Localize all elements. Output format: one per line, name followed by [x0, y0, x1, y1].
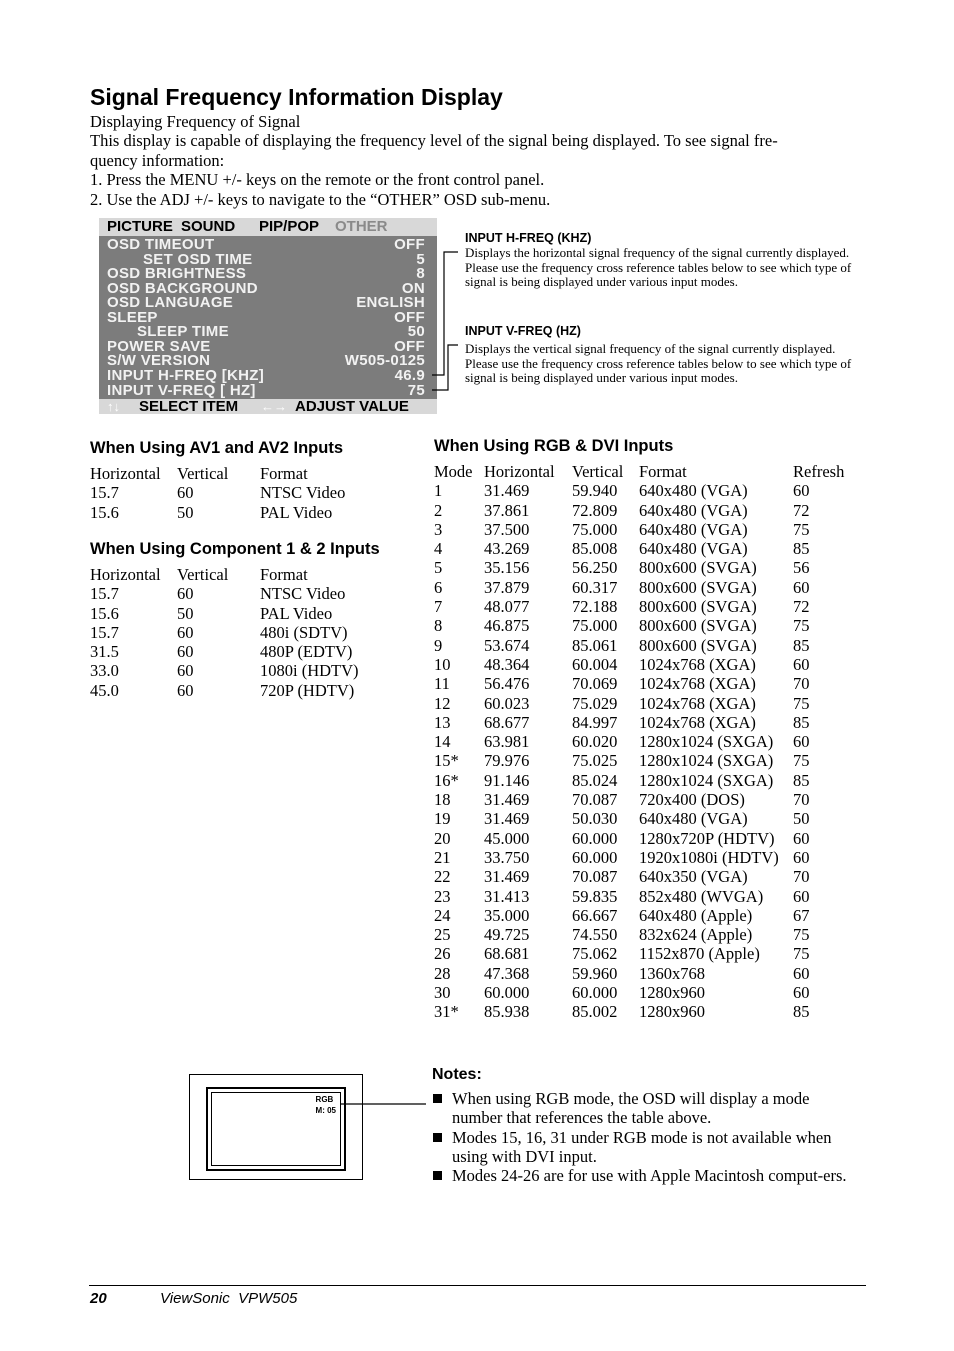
- table-row: [434, 887, 864, 906]
- intro: [90, 112, 850, 209]
- osd-row: [99, 266, 437, 281]
- tv-diagram: [189, 1074, 363, 1180]
- osd-row-label: SLEEP TIME: [137, 323, 229, 341]
- table-row: [434, 829, 864, 848]
- table-header-cell: Horizontal: [90, 565, 161, 584]
- table-header-row: [90, 565, 410, 584]
- tv-osd-line-2: M: 05: [315, 1106, 336, 1115]
- osd-menu-image: [99, 218, 437, 414]
- osd-row: [99, 295, 437, 310]
- table-cell: 12: [434, 693, 451, 713]
- notes-connector: [340, 1090, 432, 1110]
- table-cell: NTSC Video: [260, 483, 346, 503]
- page-title: Signal Frequency Information Display: [90, 84, 503, 110]
- osd-row-label: INPUT V-FREQ [ HZ]: [107, 381, 256, 399]
- table-cell: 640x480 (VGA): [639, 539, 748, 559]
- osd-footer-bar: [99, 399, 437, 414]
- table-header-cell: Vertical: [177, 464, 229, 483]
- table-cell: 75: [793, 693, 810, 713]
- table-cell: 852x480 (WVGA): [639, 886, 764, 906]
- table-row: [90, 681, 410, 700]
- table-cell: 31.413: [484, 886, 530, 906]
- vfreq-connector-line: [432, 345, 458, 390]
- rgb-heading: When Using RGB & DVI Inputs: [434, 437, 674, 455]
- osd-adjust-value: ADJUST VALUE: [295, 398, 409, 415]
- av-table: [90, 464, 410, 522]
- table-cell: 31.469: [484, 867, 530, 887]
- table-header-row: [434, 462, 864, 481]
- table-cell: 63.981: [484, 732, 530, 752]
- table-cell: NTSC Video: [260, 584, 346, 604]
- table-cell: 60: [177, 584, 194, 604]
- table-cell: 8: [434, 616, 443, 636]
- osd-tab-picture: PICTURE: [107, 218, 173, 235]
- table-cell: 3: [434, 519, 443, 539]
- table-cell: 60: [793, 481, 810, 501]
- table-cell: 1280x1024 (SXGA): [639, 751, 774, 771]
- table-cell: 85.061: [572, 635, 618, 655]
- table-cell: 60.020: [572, 732, 618, 752]
- table-cell: 31*: [434, 1002, 459, 1022]
- table-cell: 59.960: [572, 963, 618, 983]
- hfreq-connector-line: [432, 252, 458, 375]
- table-row: [434, 539, 864, 558]
- table-cell: 31.469: [484, 809, 530, 829]
- table-cell: 800x600 (SVGA): [639, 597, 757, 617]
- table-cell: 26: [434, 944, 451, 964]
- table-cell: 25: [434, 925, 451, 945]
- table-cell: 48.364: [484, 654, 530, 674]
- table-cell: 14: [434, 732, 451, 752]
- table-cell: 5: [434, 558, 443, 578]
- table-cell: 1024x768 (XGA): [639, 674, 756, 694]
- table-cell: 6: [434, 577, 443, 597]
- table-cell: 31.469: [484, 481, 530, 501]
- table-cell: 60.004: [572, 654, 618, 674]
- table-row: [434, 809, 864, 828]
- table-cell: 59.940: [572, 481, 618, 501]
- table-cell: 60.000: [572, 847, 618, 867]
- table-row: [434, 751, 864, 770]
- hfreq-callout-title: INPUT H-FREQ (KHZ): [465, 231, 592, 245]
- table-header-cell: Horizontal: [90, 464, 161, 483]
- table-cell: 60.000: [484, 983, 530, 1003]
- osd-row-value: ON: [401, 279, 425, 297]
- table-cell: 72: [793, 500, 810, 520]
- table-row: [434, 906, 864, 925]
- table-cell: 800x600 (SVGA): [639, 616, 757, 636]
- table-cell: 60: [177, 483, 194, 503]
- note-item: [432, 1128, 862, 1167]
- table-cell: 720P (HDTV): [260, 680, 355, 700]
- osd-row-value: 8: [416, 265, 425, 283]
- table-cell: 33.0: [90, 661, 119, 681]
- table-row: [434, 713, 864, 732]
- table-row: [90, 661, 410, 680]
- note-text: Modes 15, 16, 31 under RGB mode is not available when using with DVI input.: [452, 1127, 832, 1166]
- table-cell: 60: [793, 828, 810, 848]
- table-cell: 15.7: [90, 584, 119, 604]
- table-cell: 72.809: [572, 500, 618, 520]
- table-cell: 91.146: [484, 770, 530, 790]
- note-item: [432, 1166, 862, 1185]
- table-cell: 15.6: [90, 502, 119, 522]
- table-cell: 85: [793, 635, 810, 655]
- footer-brand: ViewSonic VPW505: [160, 1290, 298, 1307]
- table-row: [434, 501, 864, 520]
- hfreq-callout-text: Displays the horizontal signal frequency of the signal currently displayed. Please use the frequency cross reference tables below to see which type of signal is being displayed under various input modes.: [465, 245, 852, 290]
- table-cell: 15.6: [90, 603, 119, 623]
- table-cell: 10: [434, 654, 451, 674]
- table-cell: 75: [793, 751, 810, 771]
- table-cell: 60: [177, 680, 194, 700]
- table-cell: 1024x768 (XGA): [639, 712, 756, 732]
- table-cell: 75.000: [572, 519, 618, 539]
- table-cell: 11: [434, 674, 450, 694]
- table-cell: 60: [793, 732, 810, 752]
- osd-select-item: SELECT ITEM: [139, 398, 239, 415]
- table-header-cell: Vertical: [572, 462, 624, 481]
- table-cell: 33.750: [484, 847, 530, 867]
- osd-row-value: OFF: [394, 236, 425, 253]
- osd-row-label: SET OSD TIME: [143, 250, 253, 268]
- table-cell: 75: [793, 519, 810, 539]
- table-cell: 68.677: [484, 712, 530, 732]
- table-cell: 1920x1080i (HDTV): [639, 847, 779, 867]
- note-item: [432, 1089, 862, 1128]
- table-cell: 640x480 (VGA): [639, 500, 748, 520]
- table-row: [90, 483, 410, 502]
- table-cell: 74.550: [572, 925, 618, 945]
- table-cell: 35.156: [484, 558, 530, 578]
- table-cell: 832x624 (Apple): [639, 925, 753, 945]
- bullet-square-icon: [433, 1171, 442, 1180]
- table-cell: 640x480 (VGA): [639, 519, 748, 539]
- table-row: [434, 578, 864, 597]
- table-cell: 75: [793, 616, 810, 636]
- osd-row-value: 46.9: [394, 366, 425, 384]
- table-row: [434, 520, 864, 539]
- vfreq-callout-text: Displays the vertical signal frequency of the signal currently displayed. Please use the frequency cross reference tables below to see which type of signal is being displayed under various input modes.: [465, 341, 852, 386]
- table-cell: 75.062: [572, 944, 618, 964]
- osd-row-value: OFF: [394, 308, 425, 326]
- table-cell: 45.000: [484, 828, 530, 848]
- table-row: [434, 616, 864, 635]
- intro-line: Displaying Frequency of Signal: [90, 112, 301, 131]
- osd-row-label: INPUT H-FREQ [KHZ]: [107, 366, 265, 384]
- table-cell: 75: [793, 925, 810, 945]
- bullet-square-icon: [433, 1133, 442, 1142]
- table-cell: 1280x1024 (SXGA): [639, 770, 774, 790]
- table-cell: 1360x768: [639, 963, 705, 983]
- table-cell: 15.7: [90, 483, 119, 503]
- table-cell: 85.938: [484, 1002, 530, 1022]
- table-cell: 47.368: [484, 963, 530, 983]
- osd-row: [99, 237, 437, 252]
- up-down-arrows-icon: ↑↓: [107, 399, 120, 414]
- table-row: [434, 1002, 864, 1021]
- osd-row-label: OSD TIMEOUT: [107, 236, 215, 253]
- table-cell: 640x480 (Apple): [639, 905, 753, 925]
- component-table: [90, 565, 410, 700]
- table-row: [434, 558, 864, 577]
- table-header-cell: Format: [260, 464, 308, 483]
- tv-screen: [206, 1087, 346, 1171]
- table-row: [434, 964, 864, 983]
- table-cell: 60.023: [484, 693, 530, 713]
- table-cell: 9: [434, 635, 443, 655]
- table-row: [434, 481, 864, 500]
- table-row: [434, 655, 864, 674]
- table-row: [434, 983, 864, 1002]
- table-cell: 85.002: [572, 1002, 618, 1022]
- table-cell: 1: [434, 481, 443, 501]
- osd-row-value: 5: [416, 250, 425, 268]
- vfreq-callout-title: INPUT V-FREQ (HZ): [465, 324, 581, 338]
- table-row: [434, 732, 864, 751]
- intro-step-1: 1. Press the MENU +/- keys on the remote or the front control panel.: [90, 170, 545, 190]
- table-cell: 21: [434, 847, 451, 867]
- table-cell: 1024x768 (XGA): [639, 693, 756, 713]
- table-cell: 60.317: [572, 577, 618, 597]
- table-row: [434, 694, 864, 713]
- table-cell: 60: [793, 963, 810, 983]
- table-cell: 20: [434, 828, 451, 848]
- table-cell: 640x480 (VGA): [639, 481, 748, 501]
- osd-tab-pip-pop: PIP/POP: [259, 218, 320, 235]
- table-cell: 70: [793, 867, 810, 887]
- table-cell: 480P (EDTV): [260, 642, 353, 662]
- osd-row-label: S/W VERSION: [107, 352, 211, 370]
- table-cell: 75.029: [572, 693, 618, 713]
- left-right-arrows-icon: ←→: [261, 399, 287, 414]
- rgb-table: [434, 462, 864, 1022]
- table-row: [434, 848, 864, 867]
- table-cell: 60: [793, 886, 810, 906]
- table-cell: 85: [793, 539, 810, 559]
- table-cell: 1280x1024 (SXGA): [639, 732, 774, 752]
- table-cell: 15.7: [90, 622, 119, 642]
- table-cell: 720x400 (DOS): [639, 790, 745, 810]
- table-cell: 85: [793, 712, 810, 732]
- tv-osd-line-1: RGB: [315, 1095, 334, 1104]
- table-cell: 23: [434, 886, 451, 906]
- osd-row-value: OFF: [394, 337, 425, 355]
- table-cell: 1080i (HDTV): [260, 661, 359, 681]
- table-header-cell: Horizontal: [484, 462, 555, 481]
- table-cell: 75.025: [572, 751, 618, 771]
- table-cell: 50: [793, 809, 810, 829]
- bullet-square-icon: [433, 1094, 442, 1103]
- table-cell: 37.879: [484, 577, 530, 597]
- table-cell: 85.008: [572, 539, 618, 559]
- table-header-cell: Vertical: [177, 565, 229, 584]
- table-cell: 60.000: [572, 828, 618, 848]
- table-row: [434, 597, 864, 616]
- osd-row-label: OSD BACKGROUND: [107, 279, 258, 297]
- callout-connectors: [430, 228, 470, 403]
- table-cell: PAL Video: [260, 502, 333, 522]
- table-header-cell: Refresh: [793, 462, 845, 481]
- intro-line: This display is capable of displaying the frequency level of the signal being displayed. To see signal fre-: [90, 131, 778, 151]
- table-cell: 19: [434, 809, 451, 829]
- table-row: [434, 944, 864, 963]
- osd-row-label: SLEEP: [107, 308, 158, 326]
- table-cell: 70: [793, 790, 810, 810]
- table-row: [90, 604, 410, 623]
- table-cell: 85.024: [572, 770, 618, 790]
- table-row: [434, 790, 864, 809]
- table-row: [434, 867, 864, 886]
- table-cell: 60: [177, 642, 194, 662]
- osd-row-value: 75: [407, 381, 425, 399]
- table-cell: 70.087: [572, 790, 618, 810]
- table-cell: 60: [177, 622, 194, 642]
- table-cell: 24: [434, 905, 451, 925]
- table-row: [90, 584, 410, 603]
- table-cell: 66.667: [572, 905, 618, 925]
- table-cell: 1152x870 (Apple): [639, 944, 760, 964]
- table-cell: 50: [177, 603, 194, 623]
- table-cell: 15*: [434, 751, 459, 771]
- table-header-cell: Format: [639, 462, 687, 481]
- table-cell: 4: [434, 539, 443, 559]
- osd-tab-other: OTHER: [335, 218, 388, 235]
- component-heading: When Using Component 1 & 2 Inputs: [90, 540, 380, 558]
- table-cell: 37.861: [484, 500, 530, 520]
- table-cell: 72.188: [572, 597, 618, 617]
- table-cell: 31.469: [484, 790, 530, 810]
- table-cell: 46.875: [484, 616, 530, 636]
- table-header-cell: Format: [260, 565, 308, 584]
- table-cell: 60: [793, 577, 810, 597]
- table-cell: 640x350 (VGA): [639, 867, 748, 887]
- table-cell: 60: [793, 654, 810, 674]
- table-row: [90, 503, 410, 522]
- table-cell: 640x480 (VGA): [639, 809, 748, 829]
- table-cell: 85: [793, 1002, 810, 1022]
- table-cell: 75: [793, 944, 810, 964]
- table-row: [434, 674, 864, 693]
- table-cell: 13: [434, 712, 451, 732]
- table-cell: 60: [793, 847, 810, 867]
- osd-row-value: ENGLISH: [356, 294, 425, 312]
- table-cell: 31.5: [90, 642, 119, 662]
- osd-row-label: OSD BRIGHTNESS: [107, 265, 247, 283]
- table-cell: 70.087: [572, 867, 618, 887]
- table-cell: 2: [434, 500, 443, 520]
- table-cell: 48.077: [484, 597, 530, 617]
- footer-divider: [89, 1285, 866, 1286]
- table-row: [90, 642, 410, 661]
- table-row: [434, 771, 864, 790]
- table-cell: 85: [793, 770, 810, 790]
- table-cell: 35.000: [484, 905, 530, 925]
- table-cell: PAL Video: [260, 603, 333, 623]
- table-cell: 68.681: [484, 944, 530, 964]
- table-cell: 800x600 (SVGA): [639, 635, 757, 655]
- table-cell: 59.835: [572, 886, 618, 906]
- table-cell: 50: [177, 502, 194, 522]
- table-cell: 79.976: [484, 751, 530, 771]
- table-cell: 43.269: [484, 539, 530, 559]
- table-cell: 53.674: [484, 635, 530, 655]
- notes-list: [432, 1089, 862, 1185]
- table-cell: 28: [434, 963, 451, 983]
- table-cell: 50.030: [572, 809, 618, 829]
- table-cell: 84.997: [572, 712, 618, 732]
- table-cell: 7: [434, 597, 443, 617]
- table-cell: 60: [177, 661, 194, 681]
- table-cell: 60.000: [572, 983, 618, 1003]
- table-cell: 800x600 (SVGA): [639, 558, 757, 578]
- table-cell: 30: [434, 983, 451, 1003]
- table-row: [434, 925, 864, 944]
- table-cell: 18: [434, 790, 451, 810]
- page-number: 20: [90, 1290, 107, 1307]
- osd-row-value: W505-0125: [344, 352, 425, 370]
- table-cell: 70.069: [572, 674, 618, 694]
- intro-line: quency information:: [90, 150, 225, 170]
- intro-step-2: 2. Use the ADJ +/- keys to navigate to the “OTHER” OSD sub-menu.: [90, 189, 551, 209]
- table-cell: 45.0: [90, 680, 119, 700]
- note-text: Modes 24-26 are for use with Apple Macintosh comput-ers.: [452, 1166, 847, 1186]
- table-cell: 16*: [434, 770, 459, 790]
- table-header-row: [90, 464, 410, 483]
- table-cell: 49.725: [484, 925, 530, 945]
- table-cell: 1280x960: [639, 983, 705, 1003]
- table-cell: 22: [434, 867, 451, 887]
- table-cell: 1280x960: [639, 1002, 705, 1022]
- osd-tab-sound: SOUND: [181, 218, 236, 235]
- table-cell: 37.500: [484, 519, 530, 539]
- osd-row-label: OSD LANGUAGE: [107, 294, 234, 312]
- notes-title: Notes:: [432, 1066, 482, 1083]
- table-cell: 56.476: [484, 674, 530, 694]
- table-cell: 800x600 (SVGA): [639, 577, 757, 597]
- table-cell: 480i (SDTV): [260, 622, 348, 642]
- table-cell: 70: [793, 674, 810, 694]
- tv-osd-label: [316, 1094, 336, 1116]
- table-cell: 60: [793, 983, 810, 1003]
- table-row: [434, 636, 864, 655]
- table-cell: 67: [793, 905, 810, 925]
- osd-row-value: 50: [407, 323, 425, 341]
- osd-row: [99, 368, 437, 383]
- osd-row-label: POWER SAVE: [107, 337, 211, 355]
- table-cell: 56.250: [572, 558, 618, 578]
- av-heading: When Using AV1 and AV2 Inputs: [90, 439, 344, 457]
- table-cell: 75.000: [572, 616, 618, 636]
- note-text: When using RGB mode, the OSD will display a mode number that references the table above.: [452, 1089, 810, 1128]
- table-cell: 56: [793, 558, 810, 578]
- table-header-cell: Mode: [434, 462, 473, 481]
- table-cell: 1024x768 (XGA): [639, 654, 756, 674]
- table-cell: 1280x720P (HDTV): [639, 828, 775, 848]
- osd-row: [99, 383, 437, 398]
- table-row: [90, 623, 410, 642]
- osd-tab-bar: [99, 218, 437, 236]
- table-cell: 72: [793, 597, 810, 617]
